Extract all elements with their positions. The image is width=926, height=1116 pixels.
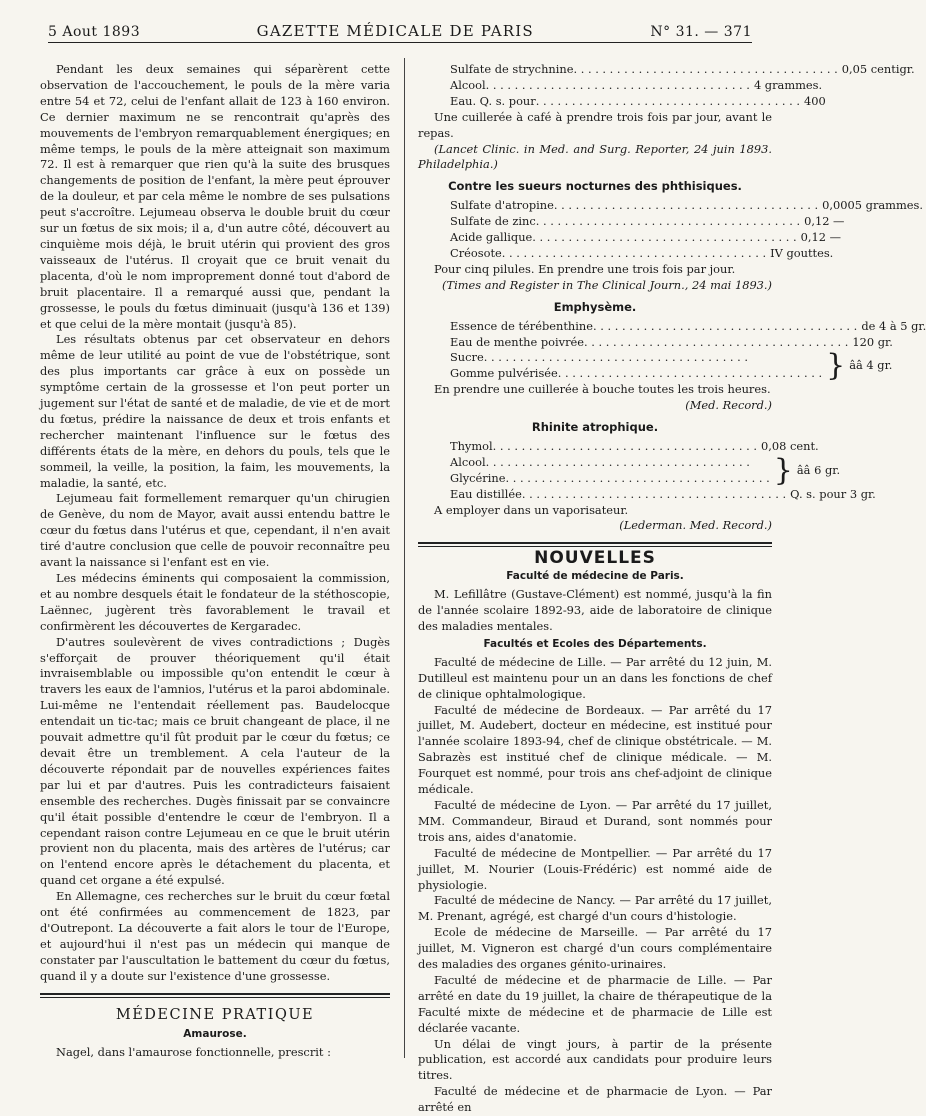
column-divider bbox=[404, 58, 405, 1058]
brace-glyph: } bbox=[773, 452, 793, 488]
news-item: Faculté de médecine et de pharmacie de Lille. — Par arrêté en date du 19 juillet, la chaire de thérapeutique de la Faculté mixte de médecine et de pharmacie de Lille est déclarée vacante. bbox=[418, 972, 772, 1035]
section-title: Rhinite atrophique. bbox=[531, 420, 659, 435]
subsection-title: Facultés et Ecoles des Départements. bbox=[483, 637, 707, 650]
news-item: Faculté de médecine de Nancy. — Par arrêté du 17 juillet, M. Prenant, agrégé, est chargé d'un cours d'histologie. bbox=[418, 893, 772, 924]
rx-line: Créosote . . . IV gouttes. bbox=[450, 246, 772, 262]
paragraph: Pour cinq pilules. En prendre une trois fois par jour. bbox=[434, 261, 736, 276]
prescription-rhinite bbox=[418, 438, 876, 503]
news-item: Faculté de médecine de Bordeaux. — Par arrêté du 17 juillet, M. Audebert, docteur en médecine, est institué pour l'année scolaire 1893-94, chef de clinique obstétricale. — M. Sabrazès est institué chef de clinique médicale. — M. Fourquet est nommé, pour trois ans chef-adjoint de clinique médicale. bbox=[418, 702, 772, 797]
news-item: Faculté de médecine et de pharmacie de Lyon. — Par arrêté en bbox=[418, 1084, 772, 1115]
rx-line: Eau distillée . . . Q. s. pour 3 gr. bbox=[450, 487, 772, 503]
paragraph: Les médecins éminents qui composaient la commission, et au nombre desquels était le fondateur de la stéthoscopie, Laënnec, jugèrent très favorablement le travail et confirmèrent les découvertes de Kergaradec. bbox=[40, 571, 390, 633]
paragraph: Nagel, dans l'amaurose fonctionnelle, prescrit : bbox=[56, 1045, 331, 1060]
rx-line: Thymol . . . 0,08 cent. bbox=[450, 439, 772, 455]
paragraph: En Allemagne, ces recherches sur le bruit du cœur fœtal ont été confirmées au commencement de 1823, par d'Outrepont. La découverte a fait alors le tour de l'Europe, et aujourd'hui il n'est pas un médecin qui manque de constater par l'auscultation le battement du cœur du fœtus, quand il y a doute sur l'existence d'une grossesse. bbox=[40, 889, 390, 983]
prescription-amaurose bbox=[418, 62, 915, 110]
rx-line: Acide gallique . . . 0,12 — bbox=[450, 230, 772, 246]
paragraph: Une cuillerée à café à prendre trois fois par jour, avant le repas. bbox=[418, 109, 772, 140]
rx-line: Sulfate d'atropine . . . 0,0005 grammes. bbox=[450, 198, 772, 214]
news-item: Ecole de médecine de Marseille. — Par arrêté du 17 juillet, M. Vigneron est chargé d'un cours complémentaire des maladies des organes génito-urinaires. bbox=[418, 925, 772, 972]
paragraph: Pendant les deux semaines qui séparèrent cette observation de l'accouchement, le pouls de la mère varia entre 54 et 72, celui de l'enfant allait de 123 à 160 environ. Ce dernier maximum ne se rencontrait qu'après des mouvements de l'embryon remarquablement énergiques; en même temps, le pouls de la mère atteignait son maximum 72. Il est à remarquer que rien qu'à la suite des brusques changements de position de l'enfant, la mère peut éprouver de la douleur, et par cela même le nombre de ses pulsations peut s'accroître. Lejumeau observa le double bruit du cœur sur un fœtus de six mois; il a, d'un autre côté, découvert au cinquième mois déjà, le bruit utérin qui provient des gros vaisseaux de l'utérus. Il croyait que ce bruit venait du placenta, d'où le nom improprement donné tout d'abord de bruit placentaire. Il a remarqué aussi que, pendant la grossesse, le pouls du fœtus diminuait (jusqu'à 136 et 139) et que celui de la mère montait (jusqu'à 85). bbox=[40, 62, 390, 331]
rx-brace-group: Sucre . . . Gomme pulvérisée . . . } ââ 4 gr. bbox=[450, 350, 772, 382]
news-item: Faculté de médecine de Lille. — Par arrêté du 12 juin, M. Dutilleul est maintenu pour un an dans les fonctions de chef de clinique ophtalmologique. bbox=[418, 654, 772, 701]
section-title: MÉDECINE PRATIQUE bbox=[115, 1006, 315, 1023]
rx-line: Sulfate de strychnine . . . 0,05 centigr. bbox=[450, 62, 772, 78]
reference: (Lederman. Med. Record.) bbox=[619, 518, 772, 533]
subsection-title: Amaurose. bbox=[183, 1028, 247, 1041]
prescription-emphyseme bbox=[418, 318, 926, 384]
journal-title: GAZETTE MÉDICALE DE PARIS bbox=[256, 22, 534, 40]
paragraph: A employer dans un vaporisateur. bbox=[434, 502, 629, 517]
header-date: 5 Aout 1893 bbox=[48, 24, 141, 40]
nouvelles-title: NOUVELLES bbox=[534, 548, 656, 569]
prescription-sueurs bbox=[418, 198, 923, 262]
section-rule-thin bbox=[418, 546, 772, 547]
rx-line: Essence de térébenthine . . . de 4 à 5 gr. bbox=[450, 319, 772, 335]
reference: (Lancet Clinic. in Med. and Surg. Reporter, 24 juin 1893. Philadelphia.) bbox=[418, 141, 772, 172]
paragraph: En prendre une cuillerée à bouche toutes les trois heures. bbox=[434, 382, 771, 397]
reference: (Times and Register in The Clinical Journ., 24 mai 1893.) bbox=[442, 277, 772, 292]
section-rule bbox=[40, 993, 390, 995]
news-item: Faculté de médecine de Lyon. — Par arrêté du 17 juillet, MM. Commandeur, Biraud et Durand, sont nommés pour trois ans, aides d'anatomie. bbox=[418, 797, 772, 844]
reference: (Med. Record.) bbox=[685, 398, 772, 413]
rx-line: Eau de menthe poivrée . . . 120 gr. bbox=[450, 335, 772, 351]
right-column bbox=[418, 62, 926, 1116]
brace-glyph: } bbox=[826, 348, 846, 384]
section-title: Contre les sueurs nocturnes des phthisiques. bbox=[448, 179, 742, 194]
left-column bbox=[40, 62, 390, 1061]
section-rule-thin bbox=[40, 997, 390, 998]
paragraph: D'autres soulevèrent de vives contradictions ; Dugès s'efforçait de prouver théoriquement qu'il était invraisemblable ou impossible qu'on entendit le cœur à travers les eaux de l'amnios, l'utérus et la paroi abdominale. Lui-même ne l'entendait réellement pas. Baudelocque entendait un tic-tac; mais ce bruit changeant de place, il ne pouvait admettre qu'il fût produit par le cœur du fœtus; ce devait être un tremblement. A cela l'auteur de la découverte répondait par de nouvelles expériences faites par lui et par d'autres. Puis les contradicteurs faisaient ensemble des recherches. Dugès finissait par se convaincre qu'il était possible d'entendre le cœur de l'embryon. Il a cependant raison contre Lejumeau en ce que le bruit utérin provient non du placenta, mais des artères de l'utérus; car on l'entend encore après le détachement du placenta, et quand cet organe a été expulsé. bbox=[40, 634, 390, 888]
paragraph: M. Lefillâtre (Gustave-Clément) est nommé, jusqu'à la fin de l'année scolaire 1892-93, aide de laboratoire de clinique des maladies mentales. bbox=[418, 587, 772, 633]
subsection-title: Faculté de médecine de Paris. bbox=[506, 570, 684, 583]
news-item: Un délai de vingt jours, à partir de la présente publication, est accordé aux candidats pour produire leurs titres. bbox=[418, 1036, 772, 1083]
issue-number: N° 31. — 371 bbox=[650, 24, 752, 40]
rx-line: Eau. Q. s. pour . . . 400 bbox=[450, 94, 772, 110]
paragraph: Les résultats obtenus par cet observateur en dehors même de leur utilité au point de vue de l'obstétrique, sont des plus importants car grâce à eux on possède un symptôme certain de la grossesse et l'on peut porter un jugement sur l'état de santé et de maladie, de vie et de mort du fœtus, prédire la naissance de deux et trois enfants et rechercher maintenant l'influence sur le fœtus des différents états de la mère, en dehors du pouls, tels que le sommeil, la veille, la position, la faim, les mouvements, la maladie, la santé, etc. bbox=[40, 332, 390, 490]
news-item: Faculté de médecine de Montpellier. — Par arrêté du 17 juillet, M. Nourier (Louis-Frédéric) est nommé aide de physiologie. bbox=[418, 845, 772, 892]
section-title: Emphysème. bbox=[553, 299, 637, 314]
section-rule bbox=[418, 542, 772, 544]
paragraph: Lejumeau fait formellement remarquer qu'un chirugien de Genève, du nom de Mayor, avait aussi entendu battre le cœur du fœtus dans l'utérus et que, cependant, il n'en avait tiré d'autre conclusion que celle de pouvoir reconnaître peu avant la naissance si l'enfant est en vie. bbox=[40, 491, 390, 570]
rx-brace-group: Alcool . . . Glycérine . . . } ââ 6 gr. bbox=[450, 455, 772, 487]
rx-line: Alcool . . . 4 grammes. bbox=[450, 78, 772, 94]
page-header bbox=[48, 16, 752, 43]
rx-line: Sulfate de zinc . . . 0,12 — bbox=[450, 214, 772, 230]
